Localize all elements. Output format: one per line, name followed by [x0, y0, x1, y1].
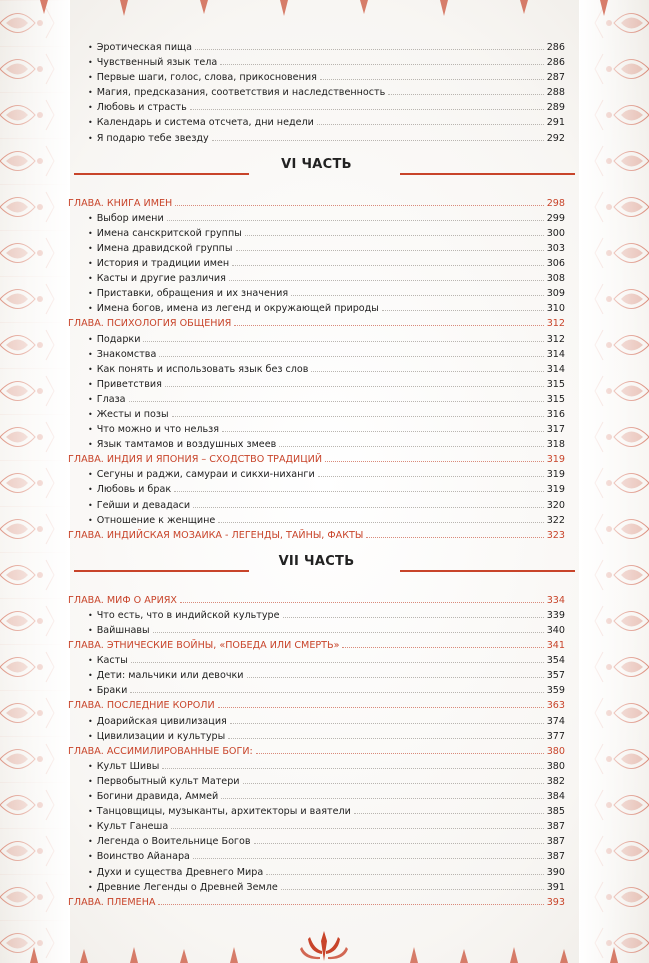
dot-leader — [229, 279, 544, 281]
dot-leader — [256, 752, 544, 754]
toc-item-row — [68, 85, 565, 100]
item-title: Легенда о Воительнице Богов — [96, 836, 251, 848]
item-title: Выбор имени — [96, 212, 164, 224]
page-number: 377 — [546, 730, 565, 742]
bullet-icon: • — [88, 213, 93, 223]
toc-item-row — [68, 241, 565, 256]
dot-leader — [318, 475, 544, 477]
bullet-icon: • — [88, 671, 93, 681]
dot-leader — [279, 445, 543, 447]
toc-item-row — [68, 131, 565, 146]
bullet-icon: • — [88, 761, 93, 771]
toc-item-row — [68, 377, 565, 392]
item-title: Древние Легенды о Древней Земле — [96, 881, 278, 893]
toc-item-row — [68, 301, 565, 316]
chapter-title: ГЛАВА. АССИМИЛИРОВАННЫЕ БОГИ: — [68, 745, 253, 757]
item-title: Эротическая пища — [96, 42, 192, 53]
bullet-icon: • — [88, 867, 93, 877]
page-number: 288 — [546, 87, 565, 99]
dot-leader — [228, 737, 544, 739]
bullet-icon: • — [88, 610, 93, 620]
page-number: 309 — [546, 288, 565, 300]
item-title: Жесты и позы — [96, 408, 169, 420]
toc-item-row — [68, 226, 565, 241]
toc-chapter-row — [68, 895, 565, 910]
item-title: Цивилизации и культуры — [96, 730, 226, 742]
bullet-icon: • — [88, 58, 93, 68]
toc-item-row — [68, 467, 565, 482]
bullet-icon: • — [88, 822, 93, 832]
item-title: Браки — [96, 685, 128, 697]
dot-leader — [230, 722, 544, 724]
toc-item-row — [68, 849, 565, 864]
page-number: 312 — [546, 318, 565, 330]
bullet-icon: • — [88, 349, 93, 359]
bullet-icon: • — [88, 837, 93, 847]
page-number: 385 — [546, 806, 565, 818]
toc-item-row — [68, 55, 565, 70]
page-number: 354 — [546, 655, 565, 667]
chapter-title: ГЛАВА. ПЛЕМЕНА — [68, 896, 156, 908]
page-number: 319 — [546, 469, 565, 481]
page-number: 340 — [546, 625, 565, 636]
toc-item-row — [68, 286, 565, 301]
bullet-icon: • — [88, 304, 93, 314]
bullet-icon: • — [88, 73, 93, 83]
dot-leader — [190, 108, 544, 110]
toc-item-row — [68, 804, 565, 819]
trishul-ornament-icon — [296, 927, 352, 961]
dot-leader — [167, 219, 544, 221]
dot-leader — [221, 797, 543, 799]
toc-item-row — [68, 819, 565, 834]
toc-item-row — [68, 115, 565, 130]
toc-chapter-row — [68, 196, 565, 211]
bullet-icon: • — [88, 656, 93, 666]
chapter-title: ГЛАВА. ИНДИЯ И ЯПОНИЯ – СХОДСТВО ТРАДИЦИЙ — [68, 454, 323, 466]
page-number: 363 — [546, 700, 565, 712]
page-number: 310 — [546, 303, 565, 315]
item-title: Танцовщицы, музыканты, архитекторы и ваятели — [96, 806, 351, 818]
item-title: Приветствия — [96, 378, 162, 390]
page-number: 320 — [546, 499, 565, 511]
dot-leader — [222, 430, 544, 432]
toc-item-row — [68, 729, 565, 744]
item-title: Доарийская цивилизация — [96, 715, 227, 727]
dot-leader — [366, 536, 543, 538]
dot-leader — [153, 631, 544, 633]
page-number: 298 — [546, 197, 565, 209]
dot-leader — [171, 827, 543, 829]
toc-item-row — [68, 422, 565, 437]
page-number: 292 — [546, 132, 565, 144]
top-floral-border — [0, 0, 649, 28]
page-number: 315 — [546, 378, 565, 390]
item-title: История и традиции имен — [96, 258, 230, 270]
item-title: Культ Ганеша — [96, 821, 169, 833]
toc-item-row — [68, 482, 565, 497]
bullet-icon: • — [88, 515, 93, 525]
page-number: 314 — [546, 348, 565, 360]
item-title: Что можно и что нельзя — [96, 424, 220, 436]
dot-leader — [245, 234, 544, 236]
bullet-icon: • — [88, 440, 93, 450]
intro-items — [68, 40, 565, 146]
item-title: Любовь и брак — [96, 484, 172, 496]
page-number: 359 — [546, 685, 565, 697]
part-6-section — [68, 152, 565, 543]
item-title: Подарки — [96, 333, 141, 345]
bullet-icon: • — [88, 379, 93, 389]
toc-item-row — [68, 40, 565, 55]
bullet-icon: • — [88, 500, 93, 510]
page-number: 387 — [546, 821, 565, 833]
page-number: 318 — [546, 439, 565, 451]
dot-leader — [158, 903, 543, 905]
item-title: Как понять и использовать язык без слов — [96, 363, 309, 375]
bullet-icon: • — [88, 807, 93, 817]
chapter-title: ГЛАВА. КНИГА ИМЕН — [68, 197, 173, 209]
toc-item-row — [68, 437, 565, 452]
page-number: 299 — [546, 212, 565, 224]
dot-leader — [172, 415, 544, 417]
item-title: Отношение к женщине — [96, 514, 216, 526]
toc-item-row — [68, 407, 565, 422]
item-title: Имена богов, имена из легенд и окружающей природы — [96, 303, 379, 315]
bullet-icon: • — [88, 776, 93, 786]
item-title: Имена санскритской группы — [96, 227, 242, 239]
item-title: Сегуны и раджи, самураи и сикхи-ниханги — [96, 469, 315, 481]
bullet-icon: • — [88, 470, 93, 480]
chapter-title: ГЛАВА. МИФ О АРИЯХ — [68, 594, 177, 606]
page-number: 308 — [546, 273, 565, 285]
page-number: 286 — [546, 42, 565, 53]
toc-item-row — [68, 865, 565, 880]
bullet-icon: • — [88, 364, 93, 374]
page-number: 319 — [546, 454, 565, 466]
dot-leader — [283, 616, 544, 618]
page-number: 312 — [546, 333, 565, 345]
dot-leader — [291, 294, 544, 296]
item-title: Любовь и страсть — [96, 102, 187, 114]
page-number: 390 — [546, 866, 565, 878]
item-title: Глаза — [96, 393, 126, 405]
bullet-icon: • — [88, 852, 93, 862]
bullet-icon: • — [88, 133, 93, 143]
toc-item-row — [68, 653, 565, 668]
item-title: Касты и другие различия — [96, 273, 226, 285]
toc-chapter-row — [68, 638, 565, 653]
item-title: Имена дравидской группы — [96, 242, 233, 254]
item-title: Язык тамтамов и воздушных змеев — [96, 439, 277, 451]
right-floral-border — [579, 0, 649, 963]
toc-chapter-row — [68, 316, 565, 331]
dot-leader — [212, 139, 544, 141]
toc-item-row — [68, 880, 565, 895]
page-number: 287 — [546, 72, 565, 84]
dot-leader — [193, 506, 544, 508]
bullet-icon: • — [88, 716, 93, 726]
heading-rule — [74, 173, 249, 175]
toc-item-row — [68, 362, 565, 377]
bullet-icon: • — [88, 274, 93, 284]
dot-leader — [247, 676, 544, 678]
dot-leader — [388, 93, 543, 95]
dot-leader — [281, 888, 544, 890]
toc-item-row — [68, 347, 565, 362]
bullet-icon: • — [88, 259, 93, 269]
bullet-icon: • — [88, 289, 93, 299]
toc-item-row — [68, 392, 565, 407]
dot-leader — [162, 767, 543, 769]
dot-leader — [220, 63, 543, 65]
bullet-icon: • — [88, 882, 93, 892]
dot-leader — [342, 646, 543, 648]
part-heading-label: VII ЧАСТЬ — [278, 554, 355, 570]
dot-leader — [232, 264, 544, 266]
page-number: 382 — [546, 775, 565, 787]
item-title: Касты — [96, 655, 128, 667]
bullet-icon: • — [88, 334, 93, 344]
dot-leader — [180, 601, 544, 603]
page-number: 300 — [546, 227, 565, 239]
dot-leader — [320, 78, 544, 80]
item-title: Культ Шивы — [96, 760, 160, 772]
bullet-icon: • — [88, 228, 93, 238]
left-floral-border — [0, 0, 70, 963]
bullet-icon: • — [88, 43, 93, 52]
bullet-icon: • — [88, 88, 93, 98]
dot-leader — [354, 812, 544, 814]
dot-leader — [129, 400, 544, 402]
toc-item-row — [68, 256, 565, 271]
item-title: Чувственный язык тела — [96, 57, 218, 69]
dot-leader — [193, 857, 544, 859]
dot-leader — [234, 324, 543, 326]
page-number: 322 — [546, 514, 565, 526]
dot-leader — [143, 340, 543, 342]
toc-chapter-row — [68, 528, 565, 543]
item-title: Календарь и система отсчета, дни недели — [96, 117, 314, 129]
bullet-icon: • — [88, 103, 93, 113]
page-number: 374 — [546, 715, 565, 727]
item-title: Вайшнавы — [96, 625, 150, 636]
dot-leader — [195, 48, 544, 50]
page-number: 387 — [546, 836, 565, 848]
item-title: Приставки, обращения и их значения — [96, 288, 289, 300]
part-7-heading — [68, 549, 565, 593]
dot-leader — [254, 842, 544, 844]
bullet-icon: • — [88, 394, 93, 404]
page-number: 380 — [546, 745, 565, 757]
bullet-icon: • — [88, 626, 93, 635]
toc-chapter-row — [68, 698, 565, 713]
page-number: 323 — [546, 529, 565, 541]
toc-item-row — [68, 789, 565, 804]
bullet-icon: • — [88, 686, 93, 696]
page-number: 391 — [546, 881, 565, 893]
item-title: Первые шаги, голос, слова, прикосновения — [96, 72, 317, 84]
page-number: 334 — [546, 594, 565, 606]
toc-item-row — [68, 513, 565, 528]
toc-item-row — [68, 759, 565, 774]
toc-item-row — [68, 683, 565, 698]
toc-item-row — [68, 211, 565, 226]
page-number: 341 — [546, 640, 565, 652]
toc-chapter-row — [68, 593, 565, 608]
heading-rule — [74, 570, 249, 572]
chapter-title: ГЛАВА. ПСИХОЛОГИЯ ОБЩЕНИЯ — [68, 318, 232, 330]
page-number: 317 — [546, 424, 565, 436]
heading-rule — [400, 570, 575, 572]
toc-item-row — [68, 774, 565, 789]
dot-leader — [317, 123, 544, 125]
toc-item-row — [68, 70, 565, 85]
chapter-title: ГЛАВА. ПОСЛЕДНИЕ КОРОЛИ — [68, 700, 215, 712]
toc-item-row — [68, 623, 565, 638]
page-number: 357 — [546, 670, 565, 682]
item-title: Гейши и девадаси — [96, 499, 191, 511]
part-heading-label: VI ЧАСТЬ — [281, 157, 352, 173]
toc-chapter-row — [68, 744, 565, 759]
toc-chapter-row — [68, 452, 565, 467]
dot-leader — [243, 782, 544, 784]
item-title: Воинство Айанара — [96, 851, 190, 863]
dot-leader — [236, 249, 544, 251]
dot-leader — [175, 204, 543, 206]
dot-leader — [131, 661, 544, 663]
page-number: 393 — [546, 896, 565, 908]
part-7-section — [68, 549, 565, 910]
page-number: 387 — [546, 851, 565, 863]
toc-item-row — [68, 271, 565, 286]
bullet-icon: • — [88, 425, 93, 435]
bullet-icon: • — [88, 731, 93, 741]
toc-item-row — [68, 332, 565, 347]
item-title: Первобытный культ Матери — [96, 775, 240, 787]
toc-item-row — [68, 498, 565, 513]
item-title: Магия, предсказания, соответствия и наследственность — [96, 87, 386, 99]
bullet-icon: • — [88, 792, 93, 802]
toc-item-row — [68, 714, 565, 729]
item-title: Дети: мальчики или девочки — [96, 670, 244, 682]
page-number: 380 — [546, 760, 565, 772]
page-number: 339 — [546, 609, 565, 621]
dot-leader — [218, 706, 544, 708]
bullet-icon: • — [88, 118, 93, 128]
dot-leader — [266, 873, 543, 875]
toc-item-row — [68, 668, 565, 683]
page-number: 314 — [546, 363, 565, 375]
page-number: 306 — [546, 258, 565, 270]
dot-leader — [311, 370, 543, 372]
page-number: 291 — [546, 117, 565, 129]
dot-leader — [165, 385, 544, 387]
page-number: 315 — [546, 393, 565, 405]
dot-leader — [218, 521, 543, 523]
page-number: 384 — [546, 791, 565, 803]
dot-leader — [382, 309, 544, 311]
toc-item-row — [68, 834, 565, 849]
table-of-contents — [68, 40, 565, 910]
part-6-heading — [68, 152, 565, 196]
toc-item-row — [68, 100, 565, 115]
item-title: Знакомства — [96, 348, 157, 360]
bullet-icon: • — [88, 409, 93, 419]
heading-rule — [400, 173, 575, 175]
page-number: 303 — [546, 242, 565, 254]
item-title: Духи и существа Древнего Мира — [96, 866, 264, 878]
item-title: Богини дравида, Аммей — [96, 791, 219, 803]
bullet-icon: • — [88, 485, 93, 495]
bullet-icon: • — [88, 243, 93, 253]
toc-item-row — [68, 608, 565, 623]
page-number: 319 — [546, 484, 565, 496]
page-number: 316 — [546, 408, 565, 420]
page-number: 286 — [546, 57, 565, 69]
dot-leader — [130, 691, 543, 693]
item-title: Что есть, что в индийской культуре — [96, 609, 280, 621]
dot-leader — [174, 490, 544, 492]
item-title: Я подарю тебе звезду — [96, 132, 209, 144]
chapter-title: ГЛАВА. ИНДИЙСКАЯ МОЗАИКА - ЛЕГЕНДЫ, ТАЙНЫ, ФАКТЫ — [68, 529, 364, 541]
dot-leader — [159, 355, 543, 357]
page-number: 289 — [546, 102, 565, 114]
chapter-title: ГЛАВА. ЭТНИЧЕСКИЕ ВОЙНЫ, «ПОБЕДА ИЛИ СМЕРТЬ» — [68, 640, 340, 652]
dot-leader — [325, 460, 544, 462]
